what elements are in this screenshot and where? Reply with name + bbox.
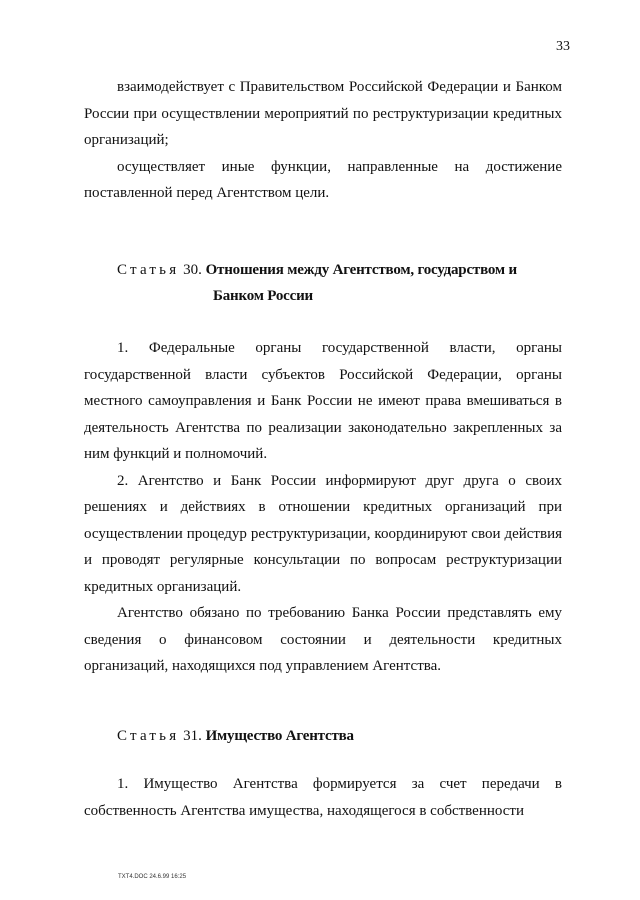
article-31-paragraph-1: 1. Имущество Агентства формируется за счет передачи в собственность Агентства имущества, находящегося в собственности	[84, 776, 562, 819]
article-30-body	[84, 335, 562, 680]
article-31-title: Имущество Агентства	[205, 728, 354, 744]
article-31-label: Статья	[117, 728, 180, 744]
page-number: 33	[556, 39, 570, 54]
article-30-label: Статья	[117, 262, 180, 278]
article-31-number: 31.	[183, 728, 202, 744]
article-30-paragraph-2: 2. Агентство и Банк России информируют друг друга о своих решениях и действиях в отношении кредитных организаций при осуществлении процедур реструктуризации, координируют свои действия и проводят регулярные консультации по вопросам реструктуризации кредитных организаций.	[84, 472, 562, 595]
article-30-number: 30.	[183, 262, 202, 278]
article-30-paragraph-1: 1. Федеральные органы государственной власти, органы государственной власти субъектов Российской Федерации, органы местного самоуправления и Банк России не имеют права вмешиваться в деятельность Агентства по реализации законодательно закрепленных за ним функций и полномочий.	[84, 340, 562, 462]
article-30-heading	[117, 257, 517, 283]
article-31-body	[84, 771, 562, 824]
article-30-title: Отношения между Агентством, государством и	[205, 262, 517, 278]
article-30-paragraph-3: Агентство обязано по требованию Банка России представлять ему сведения о финансовом состоянии и деятельности кредитных организаций, находящихся под управлением Агентства.	[84, 605, 562, 674]
footer-file-code: TXT4.DOC 24.6.99 16:25	[118, 874, 187, 880]
article-30-title-continued: Банком России	[213, 288, 313, 304]
paragraph-interaction: взаимодействует с Правительством Российской Федерации и Банком России при осуществлении мероприятий по реструктуризации кредитных организаций;	[84, 79, 562, 148]
paragraph-other-functions: осуществляет иные функции, направленные на достижение поставленной перед Агентством цели.	[84, 158, 562, 201]
top-section	[84, 74, 562, 207]
article-31-heading	[117, 723, 354, 749]
